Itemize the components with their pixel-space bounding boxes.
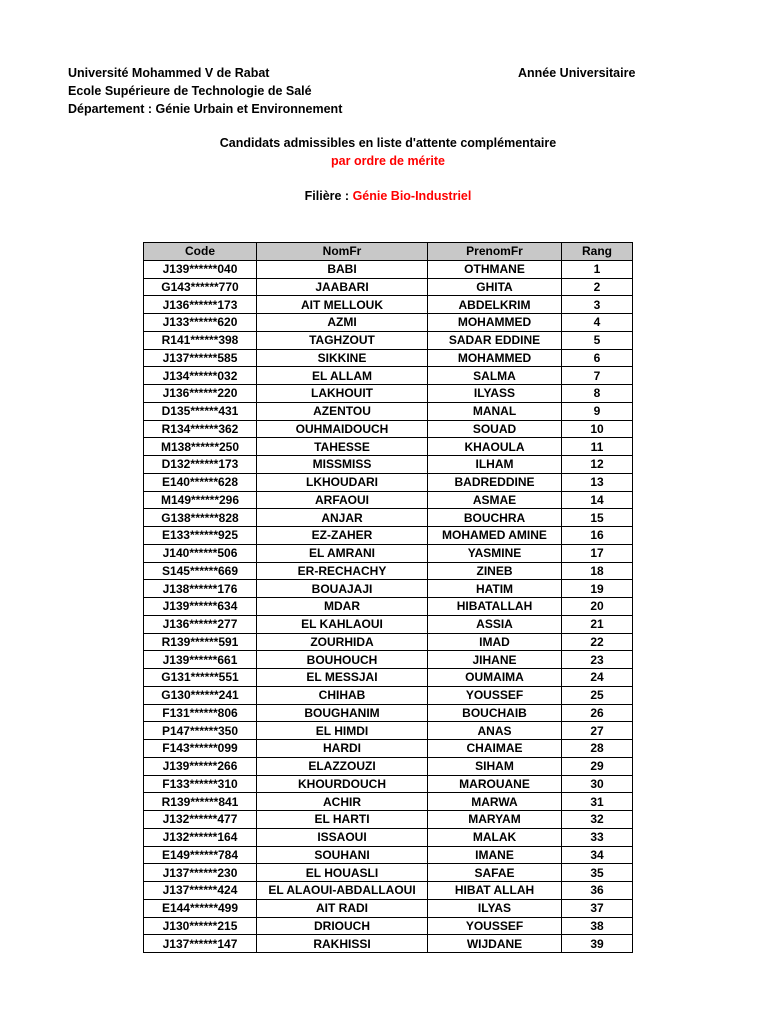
cell-rang: 31 <box>562 793 633 811</box>
table-row <box>144 331 633 349</box>
cell-prenom: YASMINE <box>428 544 562 562</box>
cell-rang: 7 <box>562 367 633 385</box>
table-row <box>144 296 633 314</box>
cell-nom: ANJAR <box>257 509 428 527</box>
cell-prenom: YOUSSEF <box>428 686 562 704</box>
school-name: Ecole Supérieure de Technologie de Salé <box>68 84 312 98</box>
cell-rang: 34 <box>562 846 633 864</box>
cell-rang: 35 <box>562 864 633 882</box>
cell-rang: 25 <box>562 686 633 704</box>
cell-prenom: OUMAIMA <box>428 669 562 687</box>
table-row <box>144 402 633 420</box>
cell-nom: ER-RECHACHY <box>257 562 428 580</box>
cell-nom: ISSAOUI <box>257 828 428 846</box>
filiere-value: Génie Bio-Industriel <box>352 189 472 203</box>
table-row <box>144 757 633 775</box>
cell-code: D135******431 <box>144 402 257 420</box>
cell-rang: 10 <box>562 420 633 438</box>
cell-rang: 29 <box>562 757 633 775</box>
cell-nom: DRIOUCH <box>257 917 428 935</box>
institution-header <box>68 64 342 118</box>
cell-rang: 24 <box>562 669 633 687</box>
filiere-line <box>0 189 768 203</box>
academic-year-label: Année Universitaire <box>518 66 636 80</box>
cell-code: G138******828 <box>144 509 257 527</box>
cell-rang: 2 <box>562 278 633 296</box>
cell-rang: 18 <box>562 562 633 580</box>
cell-prenom: HATIM <box>428 580 562 598</box>
cell-prenom: YOUSSEF <box>428 917 562 935</box>
cell-prenom: ABDELKRIM <box>428 296 562 314</box>
cell-rang: 37 <box>562 899 633 917</box>
department-name: Département : Génie Urbain et Environnement <box>68 102 343 116</box>
cell-code: J137******230 <box>144 864 257 882</box>
cell-code: S145******669 <box>144 562 257 580</box>
cell-nom: MISSMISS <box>257 456 428 474</box>
cell-code: J138******176 <box>144 580 257 598</box>
cell-prenom: OTHMANE <box>428 260 562 278</box>
cell-rang: 38 <box>562 917 633 935</box>
table-row <box>144 385 633 403</box>
cell-rang: 32 <box>562 811 633 829</box>
cell-code: J139******040 <box>144 260 257 278</box>
column-header-nom: NomFr <box>257 243 428 261</box>
cell-rang: 3 <box>562 296 633 314</box>
cell-prenom: MANAL <box>428 402 562 420</box>
table-row <box>144 704 633 722</box>
table-row <box>144 580 633 598</box>
cell-nom: BABI <box>257 260 428 278</box>
table-row <box>144 775 633 793</box>
document-subtitle: par ordre de mérite <box>331 154 445 168</box>
cell-rang: 20 <box>562 598 633 616</box>
cell-rang: 23 <box>562 651 633 669</box>
cell-nom: EZ-ZAHER <box>257 527 428 545</box>
cell-prenom: ILYAS <box>428 899 562 917</box>
table-row <box>144 935 633 953</box>
cell-code: J136******173 <box>144 296 257 314</box>
table-row <box>144 491 633 509</box>
cell-prenom: BOUCHAIB <box>428 704 562 722</box>
cell-code: E133******925 <box>144 527 257 545</box>
cell-nom: BOUHOUCH <box>257 651 428 669</box>
cell-code: J134******032 <box>144 367 257 385</box>
cell-nom: AIT MELLOUK <box>257 296 428 314</box>
cell-rang: 11 <box>562 438 633 456</box>
table-row <box>144 420 633 438</box>
university-name: Université Mohammed V de Rabat <box>68 66 270 80</box>
cell-code: J130******215 <box>144 917 257 935</box>
cell-rang: 4 <box>562 314 633 332</box>
table-row <box>144 314 633 332</box>
cell-rang: 17 <box>562 544 633 562</box>
cell-prenom: ASSIA <box>428 615 562 633</box>
cell-code: G143******770 <box>144 278 257 296</box>
cell-code: J136******220 <box>144 385 257 403</box>
cell-prenom: SIHAM <box>428 757 562 775</box>
cell-code: J139******634 <box>144 598 257 616</box>
cell-code: J133******620 <box>144 314 257 332</box>
cell-prenom: MARWA <box>428 793 562 811</box>
table-row <box>144 740 633 758</box>
cell-nom: LKHOUDARI <box>257 473 428 491</box>
table-row <box>144 846 633 864</box>
cell-nom: AIT RADI <box>257 899 428 917</box>
table-row <box>144 544 633 562</box>
cell-rang: 5 <box>562 331 633 349</box>
cell-prenom: HIBAT ALLAH <box>428 882 562 900</box>
table-row <box>144 473 633 491</box>
cell-prenom: SALMA <box>428 367 562 385</box>
column-header-prenom: PrenomFr <box>428 243 562 261</box>
cell-nom: MDAR <box>257 598 428 616</box>
table-row <box>144 527 633 545</box>
cell-prenom: JIHANE <box>428 651 562 669</box>
cell-code: G130******241 <box>144 686 257 704</box>
cell-prenom: BADREDDINE <box>428 473 562 491</box>
cell-rang: 14 <box>562 491 633 509</box>
cell-nom: EL HOUASLI <box>257 864 428 882</box>
cell-code: F143******099 <box>144 740 257 758</box>
cell-code: G131******551 <box>144 669 257 687</box>
table-row <box>144 633 633 651</box>
cell-nom: ZOURHIDA <box>257 633 428 651</box>
cell-rang: 15 <box>562 509 633 527</box>
cell-rang: 21 <box>562 615 633 633</box>
cell-prenom: BOUCHRA <box>428 509 562 527</box>
cell-prenom: CHAIMAE <box>428 740 562 758</box>
column-header-code: Code <box>144 243 257 261</box>
cell-rang: 33 <box>562 828 633 846</box>
cell-nom: RAKHISSI <box>257 935 428 953</box>
cell-nom: EL MESSJAI <box>257 669 428 687</box>
cell-nom: LAKHOUIT <box>257 385 428 403</box>
cell-code: J137******424 <box>144 882 257 900</box>
cell-prenom: MAROUANE <box>428 775 562 793</box>
cell-code: F133******310 <box>144 775 257 793</box>
table-body <box>144 260 633 952</box>
table-row <box>144 598 633 616</box>
filiere-label: Filière : <box>304 189 353 203</box>
cell-code: E140******628 <box>144 473 257 491</box>
cell-code: J132******164 <box>144 828 257 846</box>
cell-rang: 16 <box>562 527 633 545</box>
cell-nom: TAGHZOUT <box>257 331 428 349</box>
cell-rang: 28 <box>562 740 633 758</box>
cell-rang: 19 <box>562 580 633 598</box>
cell-nom: HARDI <box>257 740 428 758</box>
cell-code: P147******350 <box>144 722 257 740</box>
table-row <box>144 349 633 367</box>
cell-nom: EL ALLAM <box>257 367 428 385</box>
candidates-table <box>143 242 633 953</box>
cell-prenom: KHAOULA <box>428 438 562 456</box>
cell-code: J136******277 <box>144 615 257 633</box>
table-row <box>144 722 633 740</box>
cell-prenom: ZINEB <box>428 562 562 580</box>
cell-prenom: ASMAE <box>428 491 562 509</box>
table-row <box>144 864 633 882</box>
cell-code: J140******506 <box>144 544 257 562</box>
table-row <box>144 793 633 811</box>
table-row <box>144 562 633 580</box>
cell-nom: KHOURDOUCH <box>257 775 428 793</box>
cell-code: J139******266 <box>144 757 257 775</box>
table-row <box>144 917 633 935</box>
cell-code: J137******585 <box>144 349 257 367</box>
cell-nom: EL AMRANI <box>257 544 428 562</box>
cell-nom: TAHESSE <box>257 438 428 456</box>
document-title: Candidats admissibles en liste d'attente complémentaire <box>219 136 557 150</box>
cell-nom: CHIHAB <box>257 686 428 704</box>
table-row <box>144 509 633 527</box>
cell-prenom: HIBATALLAH <box>428 598 562 616</box>
table-row <box>144 456 633 474</box>
table-row <box>144 651 633 669</box>
cell-code: F131******806 <box>144 704 257 722</box>
cell-nom: OUHMAIDOUCH <box>257 420 428 438</box>
cell-nom: ELAZZOUZI <box>257 757 428 775</box>
cell-code: R134******362 <box>144 420 257 438</box>
table-row <box>144 811 633 829</box>
cell-rang: 22 <box>562 633 633 651</box>
cell-rang: 12 <box>562 456 633 474</box>
table-row <box>144 438 633 456</box>
cell-prenom: MARYAM <box>428 811 562 829</box>
cell-nom: EL KAHLAOUI <box>257 615 428 633</box>
cell-code: M149******296 <box>144 491 257 509</box>
cell-nom: SIKKINE <box>257 349 428 367</box>
cell-prenom: MOHAMMED <box>428 349 562 367</box>
table-row <box>144 367 633 385</box>
cell-prenom: MOHAMED AMINE <box>428 527 562 545</box>
cell-rang: 9 <box>562 402 633 420</box>
cell-rang: 26 <box>562 704 633 722</box>
cell-nom: EL ALAOUI-ABDALLAOUI <box>257 882 428 900</box>
cell-nom: ACHIR <box>257 793 428 811</box>
cell-prenom: SAFAE <box>428 864 562 882</box>
table-row <box>144 615 633 633</box>
table-row <box>144 686 633 704</box>
table-row <box>144 828 633 846</box>
table-header-row <box>144 243 633 261</box>
cell-rang: 8 <box>562 385 633 403</box>
cell-nom: BOUGHANIM <box>257 704 428 722</box>
cell-rang: 13 <box>562 473 633 491</box>
cell-rang: 27 <box>562 722 633 740</box>
cell-code: R141******398 <box>144 331 257 349</box>
cell-nom: AZMI <box>257 314 428 332</box>
cell-nom: EL HARTI <box>257 811 428 829</box>
cell-prenom: SOUAD <box>428 420 562 438</box>
cell-rang: 39 <box>562 935 633 953</box>
cell-code: D132******173 <box>144 456 257 474</box>
cell-nom: AZENTOU <box>257 402 428 420</box>
cell-code: J137******147 <box>144 935 257 953</box>
cell-prenom: GHITA <box>428 278 562 296</box>
cell-nom: BOUAJAJI <box>257 580 428 598</box>
cell-nom: ARFAOUI <box>257 491 428 509</box>
cell-code: E144******499 <box>144 899 257 917</box>
cell-code: R139******591 <box>144 633 257 651</box>
cell-prenom: ILHAM <box>428 456 562 474</box>
cell-rang: 36 <box>562 882 633 900</box>
cell-rang: 6 <box>562 349 633 367</box>
table-row <box>144 260 633 278</box>
cell-code: E149******784 <box>144 846 257 864</box>
cell-rang: 30 <box>562 775 633 793</box>
cell-nom: EL HIMDI <box>257 722 428 740</box>
column-header-rang: Rang <box>562 243 633 261</box>
cell-code: J132******477 <box>144 811 257 829</box>
table-row <box>144 669 633 687</box>
cell-nom: JAABARI <box>257 278 428 296</box>
cell-prenom: IMAD <box>428 633 562 651</box>
table-row <box>144 882 633 900</box>
cell-prenom: ANAS <box>428 722 562 740</box>
cell-code: R139******841 <box>144 793 257 811</box>
table-row <box>144 278 633 296</box>
cell-prenom: MALAK <box>428 828 562 846</box>
cell-prenom: WIJDANE <box>428 935 562 953</box>
table-row <box>144 899 633 917</box>
cell-prenom: SADAR EDDINE <box>428 331 562 349</box>
cell-rang: 1 <box>562 260 633 278</box>
cell-prenom: ILYASS <box>428 385 562 403</box>
cell-code: J139******661 <box>144 651 257 669</box>
cell-prenom: IMANE <box>428 846 562 864</box>
cell-nom: SOUHANI <box>257 846 428 864</box>
cell-prenom: MOHAMMED <box>428 314 562 332</box>
cell-code: M138******250 <box>144 438 257 456</box>
